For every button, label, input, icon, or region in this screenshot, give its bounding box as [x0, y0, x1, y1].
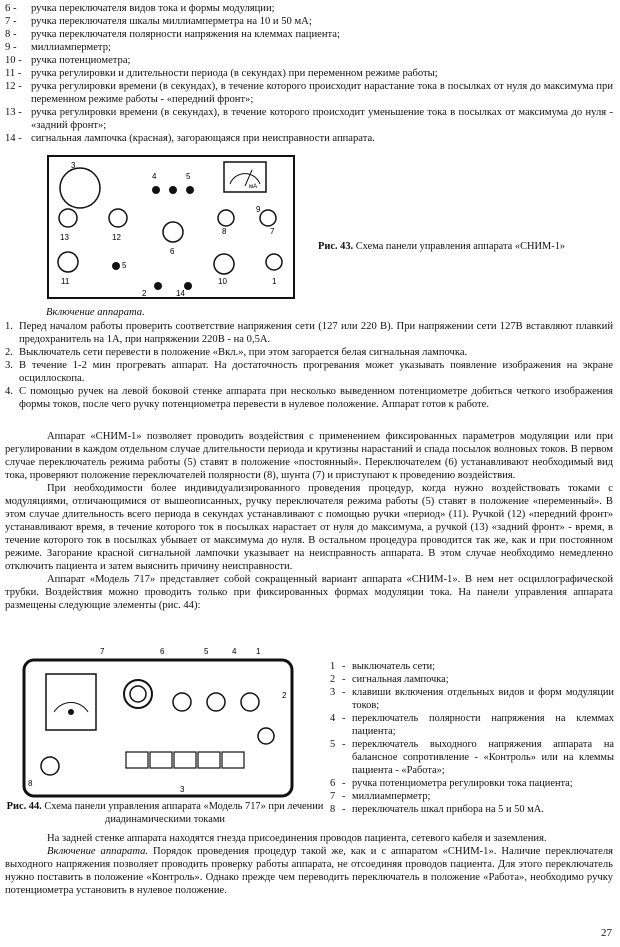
item-text: переключатель выходного напряжения аппарата на балансное сопротивление - «Контроль» или на клеммы пациента - «Работа»;	[352, 739, 614, 776]
snim1-panel-diagram	[46, 154, 296, 300]
item-text: переключатель шкал прибора на 5 и 50 мА.	[352, 804, 544, 815]
list-item	[330, 803, 614, 816]
paragraph: Включение аппарата. Порядок проведения процедур такой же, как и с аппаратом «СНИМ-1». Наличие переключателя выходного напряжения позволяет проводить проверку работы аппарата, не отсоединяя проводов пациента. Для этого переключатель нужно поставить в положение «Контроль». Однако прежде чем переводить переключатель в положение «Работа», необходимо ручку потенциометра установить в нулевое положение.	[5, 846, 613, 896]
figure-44-legend	[330, 660, 614, 816]
label-13: 13	[60, 233, 69, 242]
item-text: клавиши включения отдельных видов и форм модуляции токов;	[352, 687, 614, 711]
item-number: 1.	[5, 321, 13, 332]
label-11: 11	[61, 277, 70, 286]
list-item	[330, 790, 614, 803]
item-text: миллиамперметр;	[352, 791, 431, 802]
label-1: 1	[256, 647, 261, 656]
component-list	[5, 2, 613, 145]
lamp-14-icon	[184, 282, 192, 290]
dash: -	[342, 804, 346, 815]
item-number: 1	[330, 661, 336, 672]
paragraph: При необходимости более индивидуализированного проведения процедур, когда нужно воздействовать токами с модуляциями, отличающимися от вышеописанных, ручку переключателя режима работы (5) ставят в положение «переменный». В этом случае длительность всего периода в секундах устанавливают с помощью ручки «период» (11). Ручкой (12) «передний фронт» устанавливают время, в течение которого ток в посылках нарастает от нуля до максимума, а ручкой (13) «задний фронт» - время, в течение которого ток в посылках убывает от максимума до нуля. В остальном процедура проводится так же, как и при постоянном режиме. Загорание красной сигнальной лампочки указывает на неисправность аппарата. В этом случае необходимо немедленно отключить пациента и затем выяснить причину неисправности.	[5, 483, 613, 572]
model717-panel-diagram	[20, 640, 300, 798]
figure-44-caption: Рис. 44. Схема панели управления аппарата «Модель 717» при лечении диадинамическими токами	[6, 801, 324, 825]
label-3: 3	[180, 785, 185, 794]
list-item	[5, 28, 613, 41]
item-text: ручка переключателя шкалы миллиамперметра на 10 и 50 мА;	[31, 16, 312, 27]
item-text: ручка регулировки времени (в секундах), в течение которого происходит уменьшение тока в посылках от максимума до нуля - «задний фронт»;	[31, 107, 613, 131]
figure-43-caption: Рис. 43. Схема панели управления аппарата «СНИМ-1»	[318, 241, 566, 252]
item-number: 6 -	[5, 3, 17, 14]
label-8: 8	[222, 227, 227, 236]
item-text: выключатель сети;	[352, 661, 436, 672]
list-item	[5, 320, 613, 346]
item-text: сигнальная лампочка;	[352, 674, 449, 685]
item-text: В течение 1-2 мин прогревать аппарат. На достаточность прогревания может указывать появление изображения на экране осциллоскопа.	[19, 360, 613, 384]
lamp-2-icon	[154, 282, 162, 290]
item-number: 11 -	[5, 68, 22, 79]
item-text: ручка регулировки и длительности периода (в секундах) при переменном режиме работы;	[31, 68, 438, 79]
label-6: 6	[170, 247, 175, 256]
item-number: 12 -	[5, 81, 22, 92]
item-number: 8	[330, 804, 336, 815]
list-item	[330, 777, 614, 790]
paragraph: На задней стенке аппарата находятся гнезда присоединения проводов пациента, сетевого кабеля и заземления.	[47, 833, 547, 844]
item-text: ручка потенциометра;	[31, 55, 131, 66]
item-text: С помощью ручек на левой боковой стенке аппарата при несколько выведенном потенциометре добиться четкого изображения формы токов, после чего ручку потенциометра перевести в нулевое положение. Аппарат готов к работе.	[19, 386, 613, 410]
label-1: 1	[272, 277, 277, 286]
list-item	[5, 359, 613, 385]
list-item	[330, 660, 614, 673]
label-5b: 5	[122, 261, 127, 270]
label-14: 14	[176, 289, 185, 298]
dash: -	[342, 739, 346, 750]
dash: -	[342, 674, 346, 685]
label-2: 2	[142, 289, 147, 298]
body-paragraphs	[5, 430, 613, 612]
list-item	[5, 2, 613, 15]
label-2: 2	[282, 691, 287, 700]
item-number: 2	[330, 674, 336, 685]
dash: -	[342, 661, 346, 672]
item-number: 2.	[5, 347, 13, 358]
list-item	[5, 106, 613, 132]
list-item	[5, 41, 613, 54]
list-item	[330, 686, 614, 712]
list-item	[330, 738, 614, 777]
label-3: 3	[71, 161, 76, 170]
label-10: 10	[218, 277, 227, 286]
item-number: 4	[330, 713, 336, 724]
page-number: 27	[601, 927, 612, 939]
steps-list	[5, 320, 613, 411]
dash: -	[342, 778, 346, 789]
item-text: ручка потенциометра регулировки тока пациента;	[352, 778, 573, 789]
closing-paragraphs	[5, 832, 613, 897]
item-number: 4.	[5, 386, 13, 397]
label-7: 7	[100, 647, 105, 656]
item-number: 10 -	[5, 55, 22, 66]
label-8: 8	[28, 779, 33, 788]
paragraph: Аппарат «Модель 717» представляет собой сокращенный вариант аппарата «СНИМ-1». В нем нет осциллографической трубки. Воздействия можно проводить только при фиксированных формах модуляции тока. На панели управления аппарата размещены следующие элементы (рис. 44):	[5, 574, 613, 611]
meter-unit-label: мА	[249, 184, 258, 190]
item-text: ручка переключателя видов тока и формы модуляции;	[31, 3, 275, 14]
list-item	[5, 132, 613, 145]
item-number: 3.	[5, 360, 13, 371]
dash: -	[342, 687, 346, 698]
list-item	[5, 80, 613, 106]
label-6: 6	[160, 647, 165, 656]
item-text: Выключатель сети перевести в положение «Вкл.», при этом загорается белая сигнальная лампочка.	[19, 347, 468, 358]
item-number: 13 -	[5, 107, 22, 118]
item-number: 8 -	[5, 29, 17, 40]
item-number: 14 -	[5, 133, 22, 144]
item-number: 6	[330, 778, 336, 789]
item-number: 5	[330, 739, 336, 750]
label-4: 4	[152, 172, 157, 181]
item-number: 9 -	[5, 42, 17, 53]
list-item	[5, 15, 613, 28]
dash: -	[342, 713, 346, 724]
label-5a: 5	[186, 172, 191, 181]
dash: -	[342, 791, 346, 802]
item-text: миллиамперметр;	[31, 42, 111, 53]
list-item	[5, 54, 613, 67]
label-12: 12	[112, 233, 121, 242]
label-9: 9	[256, 205, 261, 214]
switch-5-icon	[112, 262, 120, 270]
paragraph: Аппарат «СНИМ-1» позволяет проводить воздействия с применением фиксированных параметров модуляции или при регулировании в каждом отдельном случае длительности периода и крутизны нарастаний и спада посылок волновых токов. В первом случае переключатель режима работы (5) ставят в положение «постоянный». Переключателем (6) устанавливают необходимый вид тока, проверяют положение переключателей полярности (8), шунта (7) и приступают к проведению воздействия.	[5, 431, 613, 481]
label-4: 4	[232, 647, 237, 656]
item-text: сигнальная лампочка (красная), загорающаяся при неисправности аппарата.	[31, 133, 375, 144]
list-item	[5, 67, 613, 80]
item-text: Перед началом работы проверить соответствие напряжения сети (127 или 220 В). При напряжении сети 127В вставляют плавкий предохранитель на 1А, при напряжении 220В - на 0,5А.	[19, 321, 613, 345]
label-7: 7	[270, 227, 275, 236]
list-item	[5, 385, 613, 411]
item-text: ручка переключателя полярности напряжения на клеммах пациента;	[31, 29, 340, 40]
item-number: 7	[330, 791, 336, 802]
list-item	[330, 673, 614, 686]
section-title: Включение аппарата.	[46, 307, 145, 318]
item-text: ручка регулировки времени (в секундах), в течение которого происходит нарастание тока в посылках от нуля до максимума при переменном режиме работы - «передний фронт»;	[31, 81, 613, 105]
item-text: переключатель полярности напряжения на клеммах пациента;	[352, 713, 614, 737]
item-number: 7 -	[5, 16, 17, 27]
label-5: 5	[204, 647, 209, 656]
item-number: 3	[330, 687, 336, 698]
list-item	[5, 346, 613, 359]
list-item	[330, 712, 614, 738]
